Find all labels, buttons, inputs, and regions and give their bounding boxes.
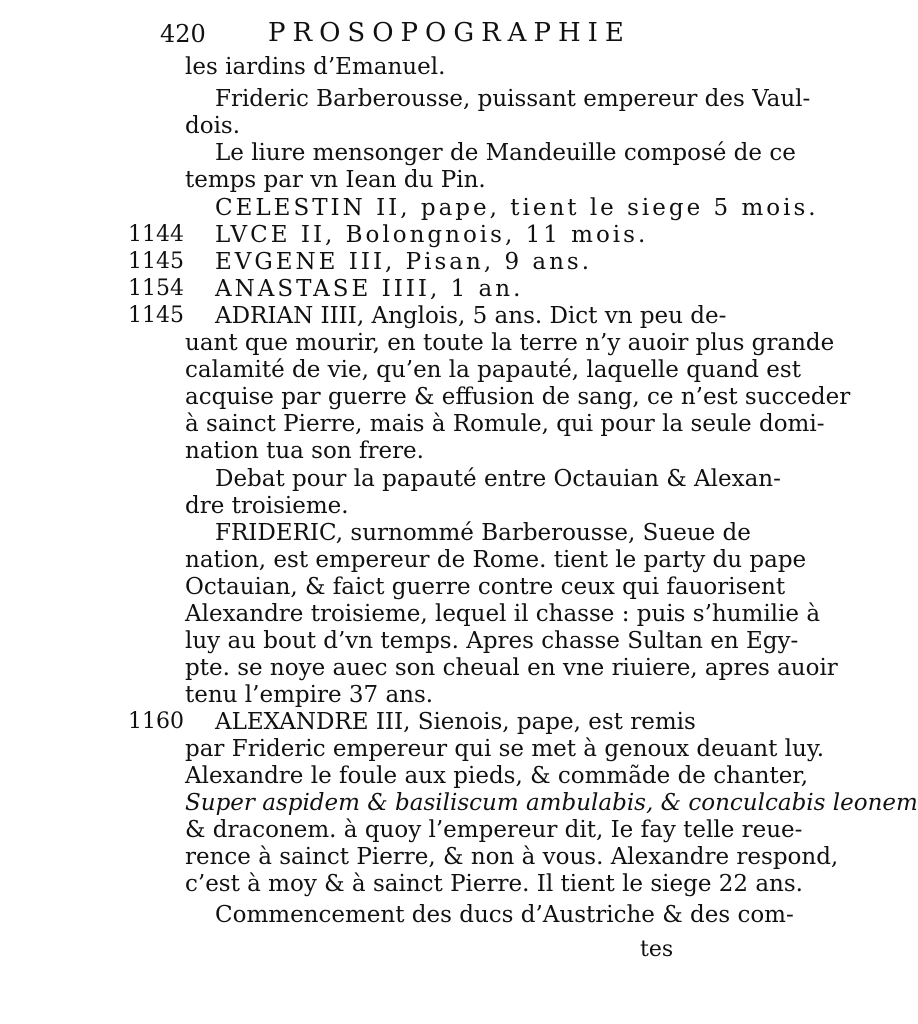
- text-line: par Frideric empereur qui se met à genoux deuant luy.: [185, 736, 825, 762]
- year-margin-note: 1160: [128, 709, 184, 734]
- text-line: Octauian, & faict guerre contre ceux qui fauorisent: [185, 574, 786, 600]
- text-line: Alexandre troisieme, lequel il chasse : puis s’humilie à: [185, 601, 821, 627]
- catchword: tes: [640, 937, 674, 962]
- year-margin-note: 1145: [128, 303, 184, 328]
- text-line: Le liure mensonger de Mandeuille composé de ce: [215, 140, 796, 166]
- year-margin-note: 1154: [128, 276, 184, 301]
- running-title: PROSOPOGRAPHIE: [268, 18, 631, 48]
- text-line: nation, est empereur de Rome. tient le party du pape: [185, 547, 807, 573]
- text-line: dois.: [185, 113, 241, 139]
- text-line: à sainct Pierre, mais à Romule, qui pour la seule domi-: [185, 411, 825, 437]
- text-line: Commencement des ducs d’Austriche & des com-: [215, 902, 794, 928]
- text-line: luy au bout d’vn temps. Apres chasse Sultan en Egy-: [185, 628, 799, 654]
- text-line: pte. se noye auec son cheual en vne riuiere, apres auoir: [185, 655, 838, 681]
- text-line: EVGENE III, Pisan, 9 ans.: [215, 249, 593, 275]
- text-line: ALEXANDRE III, Sienois, pape, est remis: [215, 709, 696, 735]
- year-margin-note: 1144: [128, 222, 184, 247]
- text-line: & draconem. à quoy l’empereur dit, Ie fay telle reue-: [185, 817, 803, 843]
- text-line: ANASTASE IIII, 1 an.: [215, 276, 524, 302]
- latin-quotation-line: Super aspidem & basiliscum ambulabis, & conculcabis leonem: [185, 790, 918, 816]
- text-line: CELESTIN II, pape, tient le siege 5 mois.: [215, 195, 819, 221]
- text-line: acquise par guerre & effusion de sang, ce n’est succeder: [185, 384, 851, 410]
- text-line: rence à sainct Pierre, & non à vous. Alexandre respond,: [185, 844, 839, 870]
- year-margin-note: 1145: [128, 249, 184, 274]
- text-line: nation tua son frere.: [185, 438, 424, 464]
- text-line: c’est à moy & à sainct Pierre. Il tient le siege 22 ans.: [185, 871, 803, 897]
- text-line: uant que mourir, en toute la terre n’y auoir plus grande: [185, 330, 835, 356]
- text-line: Frideric Barberousse, puissant empereur des Vaul-: [215, 86, 811, 112]
- text-line: FRIDERIC, surnommé Barberousse, Sueue de: [215, 520, 751, 546]
- text-line: tenu l’empire 37 ans.: [185, 682, 434, 708]
- text-line: temps par vn Iean du Pin.: [185, 167, 486, 193]
- text-line: ADRIAN IIII, Anglois, 5 ans. Dict vn peu de-: [215, 303, 727, 329]
- text-line: calamité de vie, qu’en la papauté, laquelle quand est: [185, 357, 801, 383]
- text-line: Debat pour la papauté entre Octauian & Alexan-: [215, 466, 781, 492]
- page-number: 420: [160, 20, 206, 48]
- text-line: dre troisieme.: [185, 493, 349, 519]
- text-line: Alexandre le foule aux pieds, & commãde de chanter,: [185, 763, 809, 789]
- text-line: LVCE II, Bolongnois, 11 mois.: [215, 222, 649, 248]
- text-line: les iardins d’Emanuel.: [185, 54, 446, 80]
